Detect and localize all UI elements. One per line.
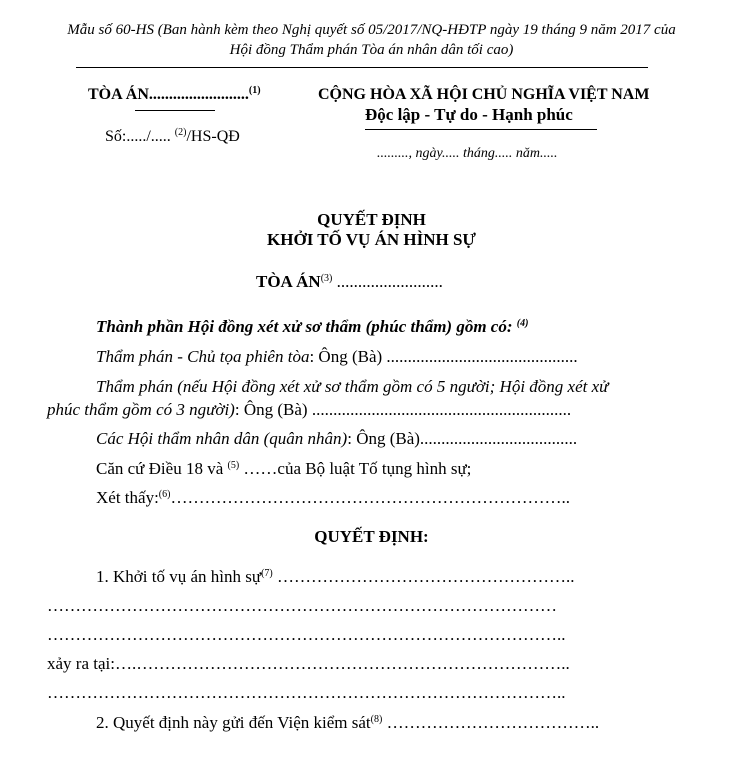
presiding-judge-line: Thẩm phán - Chủ tọa phiên tòa: Ông (Bà) ............................................. — [96, 347, 578, 366]
header-divider — [76, 67, 648, 68]
document-title: QUYẾT ĐỊNH — [317, 210, 426, 229]
document-subtitle: KHỞI TỐ VỤ ÁN HÌNH SỰ — [267, 230, 476, 249]
footnote-4: (4) — [516, 318, 529, 329]
footnote-8: (8) — [370, 714, 383, 725]
court-line: TÒA ÁN$^{(3)}$ ......................... — [256, 272, 443, 291]
panel-composition: Thành phần Hội đồng xét xử sơ thẩm (phúc thẩm) gồm có: $^{(4)}$ — [96, 317, 529, 336]
other-judge-line-1: Thẩm phán (nếu Hội đồng xét xử sơ thẩm gồm có 5 người; Hội đồng xét xử — [96, 377, 609, 396]
footnote-1: (1) — [248, 85, 261, 96]
footnote-6: (6) — [158, 489, 171, 500]
decision-item-1: 1. Khởi tố vụ án hình sự$^{(7)}$ …………………………………………….. — [96, 567, 575, 586]
decision-number: Số:...../..... $^{(2)}$/HS-QĐ — [105, 127, 240, 145]
form-reference-line-1: Mẫu số 60-HS (Ban hành kèm theo Nghị quyết số 05/2017/NQ-HĐTP ngày 19 tháng 9 năm 2017 của — [67, 22, 676, 38]
court-name: TÒA ÁN.........................$^{(1)}$ — [88, 85, 261, 103]
decision-item-2: 2. Quyết định này gửi đến Viện kiểm sát$^{(8)}$ ……………………………….. — [96, 713, 600, 732]
other-judge-line-2: phúc thẩm gồm có 3 người): Ông (Bà) ............................................................. — [47, 400, 572, 419]
motto-underline — [365, 129, 597, 130]
dotted-line-c: ……………………………………………………………………………….. — [47, 683, 566, 702]
footnote-7: (7) — [261, 568, 273, 579]
court-underline — [135, 110, 215, 111]
footnote-5: (5) — [227, 460, 240, 471]
republic-title: CỘNG HÒA XÃ HỘI CHỦ NGHĨA VIỆT NAM — [318, 86, 650, 103]
national-motto: Độc lập - Tự do - Hạnh phúc — [365, 105, 573, 124]
footnote-2: (2) — [174, 127, 187, 138]
assessors-line: Các Hội thẩm nhân dân (quân nhân): Ông (Bà)..................................... — [96, 429, 578, 448]
footnote-3: (3) — [320, 273, 333, 284]
legal-basis-line: Căn cứ Điều 18 và $^{(5)}$ ……của Bộ luật Tố tụng hình sự; — [96, 459, 472, 478]
decision-heading: QUYẾT ĐỊNH: — [314, 527, 429, 546]
form-reference-line-2: Hội đồng Thẩm phán Tòa án nhân dân tối cao) — [229, 42, 514, 58]
date-line: ........., ngày..... tháng..... năm..... — [377, 146, 558, 161]
consideration-line: Xét thấy:$^{(6)}$…………………………………………………………….. — [96, 488, 570, 507]
occurred-at-line: xảy ra tại:….………………………………………………………………….. — [47, 654, 570, 673]
dotted-line-a: ……………………………………………………………………………… — [47, 596, 557, 615]
dotted-line-b: ……………………………………………………………………………….. — [47, 625, 566, 644]
